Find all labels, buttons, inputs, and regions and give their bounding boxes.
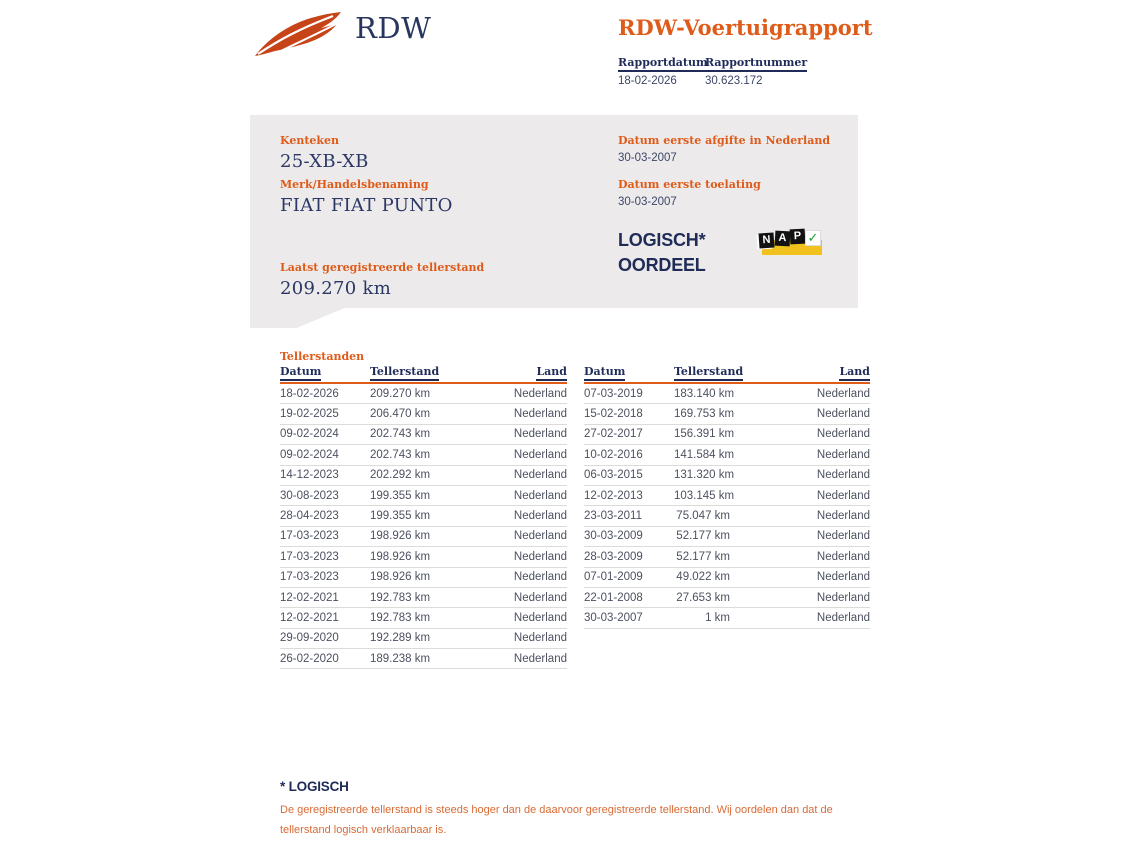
afgifte-label: Datum eerste afgifte in Nederland xyxy=(618,134,831,147)
summary-box-tail xyxy=(250,307,347,328)
cell-land: Nederland xyxy=(513,652,567,665)
cell-datum: 28-04-2023 xyxy=(280,510,339,523)
laatste-tellerstand-value: 209.270 km xyxy=(280,278,392,299)
cell-tellerstand: 103.145 km xyxy=(674,489,735,502)
cell-datum: 23-03-2011 xyxy=(584,510,642,523)
cell-datum: 26-02-2020 xyxy=(280,652,339,665)
cell-datum: 19-02-2025 xyxy=(280,408,339,421)
cell-tellerstand: 156.391 km xyxy=(674,428,735,441)
cell-datum: 27-02-2017 xyxy=(584,428,643,441)
laatste-tellerstand-field xyxy=(280,261,484,299)
column-header-land: Land xyxy=(730,365,870,378)
footnote-text: De geregistreerde tellerstand is steeds hoger dan de daarvoor geregistreerde tellerstand. Wij oordelen dan dat de tellerstand logisch verklaarbaar is. xyxy=(280,804,833,836)
kenteken-label: Kenteken xyxy=(280,134,340,147)
cell-datum: 06-03-2015 xyxy=(584,469,643,482)
nap-letter-n: N xyxy=(758,232,774,248)
oordeel-line1: LOGISCH* xyxy=(618,230,706,250)
cell-land: Nederland xyxy=(816,510,870,523)
cell-tellerstand: 202.292 km xyxy=(370,469,431,482)
cell-tellerstand: 192.289 km xyxy=(370,632,431,645)
cell-land: Nederland xyxy=(513,408,567,421)
cell-land: Nederland xyxy=(816,408,870,421)
cell-land: Nederland xyxy=(513,387,567,400)
rdw-wing-icon xyxy=(253,10,343,60)
cell-land: Nederland xyxy=(513,428,567,441)
report-number-label: Rapportnummer xyxy=(705,56,807,69)
cell-land: Nederland xyxy=(513,591,567,604)
cell-datum: 14-12-2023 xyxy=(280,469,339,482)
report-meta xyxy=(618,56,873,87)
cell-land: Nederland xyxy=(513,571,567,584)
cell-land: Nederland xyxy=(816,428,870,441)
cell-land: Nederland xyxy=(513,469,567,482)
afgifte-value: 30-03-2007 xyxy=(618,152,677,164)
report-number-value: 30.623.172 xyxy=(705,75,763,88)
kenteken-field xyxy=(280,134,369,172)
cell-tellerstand: 198.926 km xyxy=(370,530,431,543)
table-row xyxy=(280,506,567,526)
report-number-block xyxy=(705,56,807,87)
merk-value: FIAT FIAT PUNTO xyxy=(280,195,453,216)
cell-datum: 30-08-2023 xyxy=(280,489,339,502)
column-header-tellerstand: Tellerstand xyxy=(370,365,426,378)
tellerstanden-table-right xyxy=(584,365,870,629)
cell-land: Nederland xyxy=(816,448,870,461)
cell-tellerstand: 131.320 km xyxy=(674,469,735,482)
table-row xyxy=(584,425,870,445)
table-row xyxy=(584,445,870,465)
table-row xyxy=(280,649,567,669)
report-date-block xyxy=(618,56,708,88)
column-header-datum: Datum xyxy=(280,365,370,378)
cell-tellerstand: 209.270 km xyxy=(370,387,431,400)
table-row xyxy=(280,425,567,445)
cell-tellerstand: 206.470 km xyxy=(370,408,431,421)
cell-datum: 15-02-2018 xyxy=(584,408,643,421)
table-row xyxy=(280,608,567,628)
cell-land: Nederland xyxy=(513,510,567,523)
cell-land: Nederland xyxy=(816,469,870,482)
cell-datum: 22-01-2008 xyxy=(584,591,643,604)
cell-tellerstand: 199.355 km xyxy=(370,510,431,523)
cell-tellerstand: 27.653 km xyxy=(676,591,730,604)
cell-datum: 07-03-2019 xyxy=(584,387,643,400)
cell-tellerstand: 49.022 km xyxy=(676,571,730,584)
cell-tellerstand: 189.238 km xyxy=(370,652,431,665)
table-row xyxy=(584,466,870,486)
cell-land: Nederland xyxy=(816,550,870,563)
oordeel-line2: OORDEEL xyxy=(618,255,706,275)
cell-land: Nederland xyxy=(816,489,870,502)
cell-tellerstand: 199.355 km xyxy=(370,489,431,502)
table-row xyxy=(584,547,870,567)
table-row xyxy=(280,384,567,404)
cell-land: Nederland xyxy=(513,530,567,543)
table-row xyxy=(280,588,567,608)
report-header xyxy=(618,16,873,87)
table-row xyxy=(584,486,870,506)
cell-datum: 30-03-2009 xyxy=(584,530,643,543)
cell-land: Nederland xyxy=(513,611,567,624)
column-header-tellerstand: Tellerstand xyxy=(674,365,730,378)
cell-land: Nederland xyxy=(816,571,870,584)
cell-tellerstand: 202.743 km xyxy=(370,428,431,441)
cell-land: Nederland xyxy=(816,387,870,400)
table-row xyxy=(584,608,870,628)
table-row xyxy=(280,404,567,424)
merk-label: Merk/Handelsbenaming xyxy=(280,178,429,191)
page-title: RDW-Voertuigrapport xyxy=(618,15,873,40)
vehicle-summary-box xyxy=(250,115,858,308)
cell-land: Nederland xyxy=(816,591,870,604)
footnote-title: * LOGISCH xyxy=(280,779,349,794)
toelating-label: Datum eerste toelating xyxy=(618,178,761,191)
cell-tellerstand: 1 km xyxy=(705,611,730,624)
cell-tellerstand: 192.783 km xyxy=(370,611,431,624)
cell-tellerstand: 141.584 km xyxy=(674,448,735,461)
cell-datum: 10-02-2016 xyxy=(584,448,643,461)
laatste-tellerstand-label: Laatst geregistreerde tellerstand xyxy=(280,261,485,274)
cell-land: Nederland xyxy=(513,448,567,461)
nap-check-icon: ✓ xyxy=(805,230,821,246)
table-row xyxy=(280,568,567,588)
cell-land: Nederland xyxy=(816,530,870,543)
cell-tellerstand: 183.140 km xyxy=(674,387,735,400)
table-header xyxy=(280,365,567,384)
cell-datum: 28-03-2009 xyxy=(584,550,643,563)
cell-land: Nederland xyxy=(513,632,567,645)
column-header-datum: Datum xyxy=(584,365,674,378)
cell-tellerstand: 52.177 km xyxy=(676,530,730,543)
cell-datum: 29-09-2020 xyxy=(280,632,339,645)
table-row xyxy=(280,629,567,649)
cell-datum: 12-02-2021 xyxy=(280,591,339,604)
table-row xyxy=(584,384,870,404)
table-row xyxy=(280,466,567,486)
table-row xyxy=(584,527,870,547)
nap-letter-p: P xyxy=(790,229,806,245)
merk-field xyxy=(280,178,453,216)
cell-datum: 12-02-2021 xyxy=(280,611,339,624)
cell-tellerstand: 192.783 km xyxy=(370,591,431,604)
cell-land: Nederland xyxy=(513,489,567,502)
cell-datum: 12-02-2013 xyxy=(584,489,643,502)
cell-land: Nederland xyxy=(816,611,870,624)
cell-tellerstand: 52.177 km xyxy=(676,550,730,563)
table-row xyxy=(584,588,870,608)
cell-land: Nederland xyxy=(513,550,567,563)
cell-datum: 09-02-2024 xyxy=(280,448,339,461)
table-row xyxy=(280,547,567,567)
cell-tellerstand: 169.753 km xyxy=(674,408,735,421)
oordeel-text xyxy=(618,228,706,278)
nap-letter-a: A xyxy=(775,231,791,247)
tellerstanden-table-left xyxy=(280,365,567,669)
table-row xyxy=(280,486,567,506)
table-row xyxy=(280,527,567,547)
column-header-land: Land xyxy=(426,365,567,378)
table-body xyxy=(584,384,870,629)
cell-datum: 30-03-2007 xyxy=(584,611,643,624)
cell-datum: 18-02-2026 xyxy=(280,387,339,400)
table-row xyxy=(584,506,870,526)
afgifte-field xyxy=(618,134,830,164)
cell-datum: 17-03-2023 xyxy=(280,550,339,563)
report-date-value: 18-02-2026 xyxy=(618,75,677,88)
cell-datum: 17-03-2023 xyxy=(280,530,339,543)
rdw-logo xyxy=(253,10,431,60)
rdw-logo-text: RDW xyxy=(355,11,432,45)
cell-tellerstand: 198.926 km xyxy=(370,571,431,584)
cell-tellerstand: 198.926 km xyxy=(370,550,431,563)
table-row xyxy=(584,568,870,588)
report-date-label: Rapportdatum xyxy=(618,56,705,69)
cell-datum: 17-03-2023 xyxy=(280,571,339,584)
cell-datum: 09-02-2024 xyxy=(280,428,339,441)
cell-tellerstand: 75.047 km xyxy=(676,510,730,523)
table-row xyxy=(584,404,870,424)
cell-tellerstand: 202.743 km xyxy=(370,448,431,461)
nap-logo xyxy=(758,227,826,259)
table-header xyxy=(584,365,870,384)
kenteken-value: 25-XB-XB xyxy=(280,151,369,172)
table-body xyxy=(280,384,567,669)
cell-datum: 07-01-2009 xyxy=(584,571,643,584)
toelating-field xyxy=(618,178,761,208)
toelating-value: 30-03-2007 xyxy=(618,196,677,208)
tellerstanden-section-label: Tellerstanden xyxy=(280,350,365,363)
table-row xyxy=(280,445,567,465)
